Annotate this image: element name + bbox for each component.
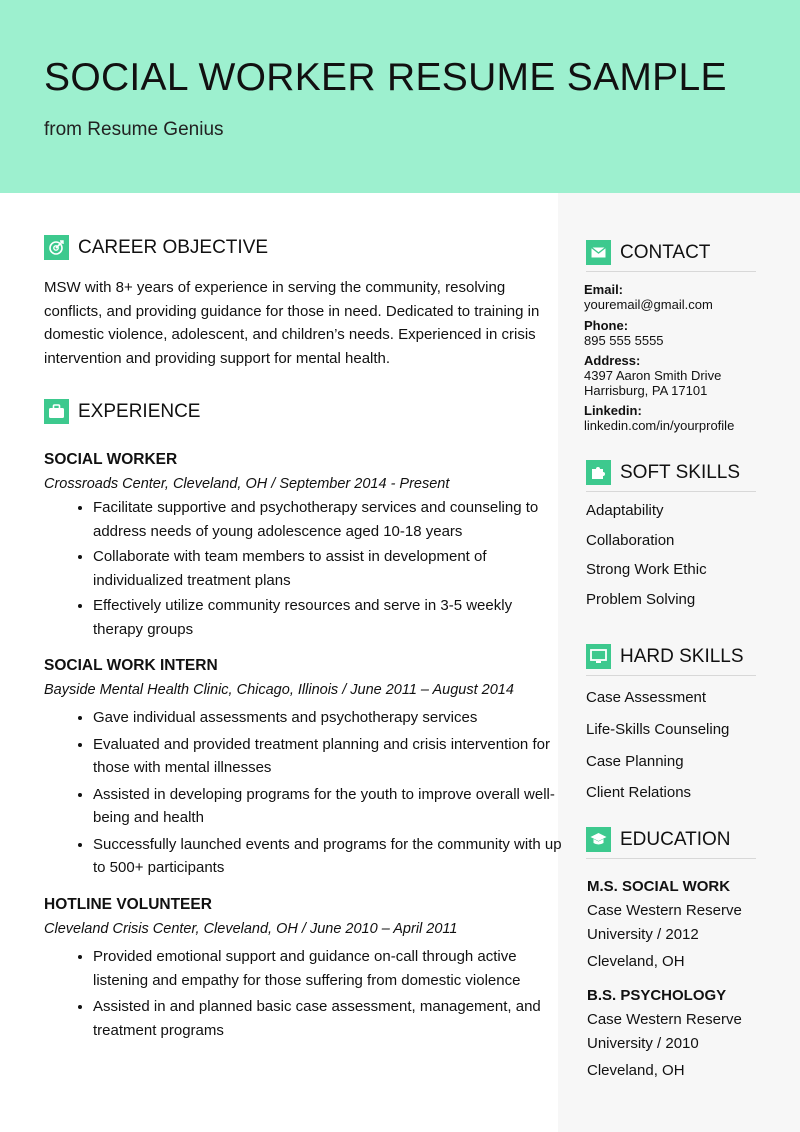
envelope-icon: [586, 240, 611, 265]
job-meta: Crossroads Center, Cleveland, OH / September 2014 - Present: [44, 476, 450, 492]
contact-label: Phone:: [584, 318, 629, 333]
section-contact: [586, 240, 710, 265]
contact-value: 895 555 5555: [584, 333, 664, 348]
skill-item: Client Relations: [586, 784, 692, 801]
section-hard-skills: [586, 644, 744, 669]
job-bullets: [70, 945, 563, 1042]
section-soft-skills: [586, 460, 740, 485]
education-school: Case Western Reserve: [587, 1011, 742, 1028]
divider: [586, 675, 756, 676]
education-year: University / 2012: [587, 926, 699, 943]
job-meta: Cleveland Crisis Center, Cleveland, OH / June 2010 – April 2011: [44, 921, 458, 937]
section-heading: SOFT SKILLS: [620, 461, 741, 483]
job-title: HOTLINE VOLUNTEER: [44, 896, 212, 913]
list-item: • Provided emotional support and guidance on-call through active listening and empathy for those suffering from domestic violence: [93, 945, 563, 992]
list-item: • Collaborate with team members to assist in development of individualized treatment plans: [93, 545, 563, 592]
job-bullets: [70, 496, 563, 641]
section-education: [586, 827, 730, 852]
contact-label: Linkedin:: [584, 403, 642, 418]
contact-value: youremail@gmail.com: [584, 297, 713, 312]
skill-item: Case Planning: [586, 753, 684, 770]
contact-linkedin: [584, 403, 734, 433]
section-heading: EDUCATION: [620, 828, 731, 850]
section-heading: HARD SKILLS: [620, 645, 744, 667]
section-experience: [44, 399, 200, 424]
skill-item: Case Assessment: [586, 689, 707, 706]
contact-value: linkedin.com/in/yourprofile: [584, 418, 735, 433]
contact-phone: [584, 318, 664, 348]
divider: [586, 858, 756, 859]
section-heading: CONTACT: [620, 241, 711, 263]
job-title: SOCIAL WORK INTERN: [44, 657, 218, 674]
header-banner: [0, 0, 800, 193]
page-subtitle: from Resume Genius: [44, 119, 224, 140]
list-item: • Evaluated and provided treatment planning and crisis intervention for those with mental illnesses: [93, 733, 563, 780]
job-meta: Bayside Mental Health Clinic, Chicago, Illinois / June 2011 – August 2014: [44, 682, 514, 698]
list-item: • Successfully launched events and programs for the community with up to 500+ participants: [93, 833, 563, 880]
list-item: • Assisted in developing programs for the youth to improve overall well-being and health: [93, 783, 563, 830]
education-location: Cleveland, OH: [587, 953, 685, 970]
list-item: • Effectively utilize community resources and serve in 3-5 weekly therapy groups: [93, 594, 563, 641]
contact-value: Harrisburg, PA 17101: [584, 383, 708, 398]
education-school: Case Western Reserve: [587, 902, 742, 919]
section-career-objective: [44, 235, 268, 260]
contact-label: Address:: [584, 353, 641, 368]
skill-item: Strong Work Ethic: [586, 561, 707, 578]
contact-email: [584, 282, 713, 312]
section-heading: EXPERIENCE: [78, 400, 201, 422]
briefcase-icon: [44, 399, 69, 424]
contact-label: Email:: [584, 282, 624, 297]
list-item: • Gave individual assessments and psychotherapy services: [93, 706, 563, 730]
education-degree: B.S. PSYCHOLOGY: [587, 987, 727, 1004]
contact-value: 4397 Aaron Smith Drive: [584, 368, 722, 383]
section-heading: CAREER OBJECTIVE: [78, 236, 269, 258]
list-item: • Facilitate supportive and psychotherapy services and counseling to address needs of young adolescence aged 10-18 years: [93, 496, 563, 543]
job-bullets: [70, 706, 563, 880]
education-degree: M.S. SOCIAL WORK: [587, 878, 731, 895]
skill-item: Collaboration: [586, 532, 675, 549]
target-icon: [44, 235, 69, 260]
education-year: University / 2010: [587, 1035, 699, 1052]
page-title: SOCIAL WORKER RESUME SAMPLE: [44, 56, 727, 99]
divider: [586, 271, 756, 272]
objective-text: MSW with 8+ years of experience in serving the community, resolving conflicts, and providing guidance for those in need. Dedicated to training in domestic violence, adolescent, and children’s needs. Experienced in crisis intervention and providing support for mental health.: [44, 279, 540, 368]
skill-item: Life-Skills Counseling: [586, 721, 730, 738]
skill-item: Problem Solving: [586, 591, 696, 608]
monitor-icon: [586, 644, 611, 669]
skill-item: Adaptability: [586, 502, 664, 519]
job-title: SOCIAL WORKER: [44, 451, 178, 468]
list-item: • Assisted in and planned basic case assessment, management, and treatment programs: [93, 995, 563, 1042]
divider: [586, 491, 756, 492]
graduation-cap-icon: [586, 827, 611, 852]
puzzle-icon: [586, 460, 611, 485]
education-location: Cleveland, OH: [587, 1062, 685, 1079]
contact-address: [584, 353, 721, 398]
